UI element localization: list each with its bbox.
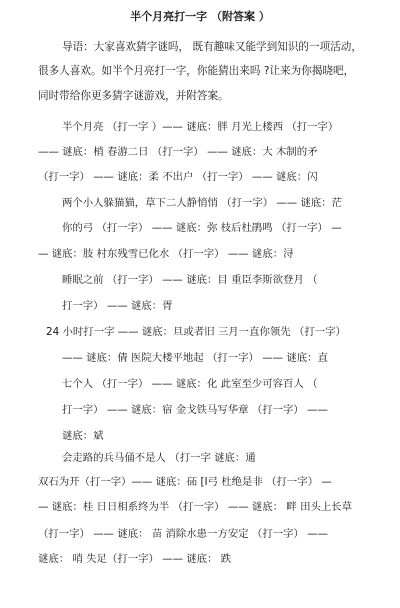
riddle-line: 谜底： 哨 失足（打一字） —— 谜底： 跌 bbox=[38, 553, 232, 565]
riddle-line: — 谜底：肢 村东残雪已化水 （打一字） —— 谜底：浔 bbox=[38, 248, 294, 260]
intro-line: 同时带给你更多猜字谜游戏，并附答案。 bbox=[38, 90, 229, 102]
riddle-line: 打一字） —— 谜底：胥 bbox=[62, 300, 173, 312]
document-title: 半个月亮打一字 （附答案 ） bbox=[130, 10, 270, 23]
riddle-line: —— 谜底：倩 医院大楼平地起 （打一字） —— 谜底：直 bbox=[62, 352, 328, 364]
riddle-line: （打一字） —— 谜底： 苗 消除水患一方安定 （打一字） —— bbox=[38, 528, 328, 540]
riddle-line: 睡眠之前 （打一字） —— 谜底：目 重臣李斯欲登月 （ bbox=[62, 274, 318, 286]
riddle-line: 谜底：斌 bbox=[62, 430, 104, 442]
riddle-line: 两个小人躲猫猫，草下二人静悄悄 （打一字） —— 谜底：茫 bbox=[62, 197, 343, 209]
riddle-line: 24 小时打一字 —— 谜底：旦或者旧 三月一直你领先 （打一字） bbox=[46, 326, 346, 338]
riddle-line: 打一字） —— 谜底：宿 金戈铁马写华章 （打一字） —— bbox=[62, 404, 328, 416]
riddle-line: 会走路的兵马俑不是人 （打一字 谜底：通 bbox=[62, 452, 256, 464]
riddle-line: —— 谜底：梢 春游二日 （打一字） —— 谜底：大 木制的矛 bbox=[38, 146, 318, 158]
riddle-line: 双石为开（打一字）—— 谜底：砳 [I弓 杜绝是非 （打一字） — bbox=[38, 476, 332, 488]
riddle-line: 七个人 （打一字） —— 谜底：化 此室至少可容百人 （ bbox=[62, 378, 318, 390]
riddle-line: — 谜底：桂 日日相系终为半 （打一字） —— 谜底： 畔 田头上长草 bbox=[38, 501, 353, 513]
riddle-line: 半个月亮 （打一字 ）—— 谜底：胖 月光上楼西 （打一字） bbox=[62, 121, 339, 133]
riddle-line: 你的弓 （打一字） —— 谜底：弥 枝后杜鹃鸣 （打一字） — bbox=[62, 222, 342, 234]
intro-line: 导语：大家喜欢猜字谜吗， 既有趣味又能学到知识的一项活动， bbox=[62, 41, 362, 53]
riddle-line: （打一字） —— 谜底：柔 不出户 （打一字） —— 谜底：闪 bbox=[38, 171, 318, 183]
intro-line: 很多人喜欢。如半个月亮打一字，你能猜出来吗 ?让来为你揭晓吧， bbox=[38, 65, 355, 77]
